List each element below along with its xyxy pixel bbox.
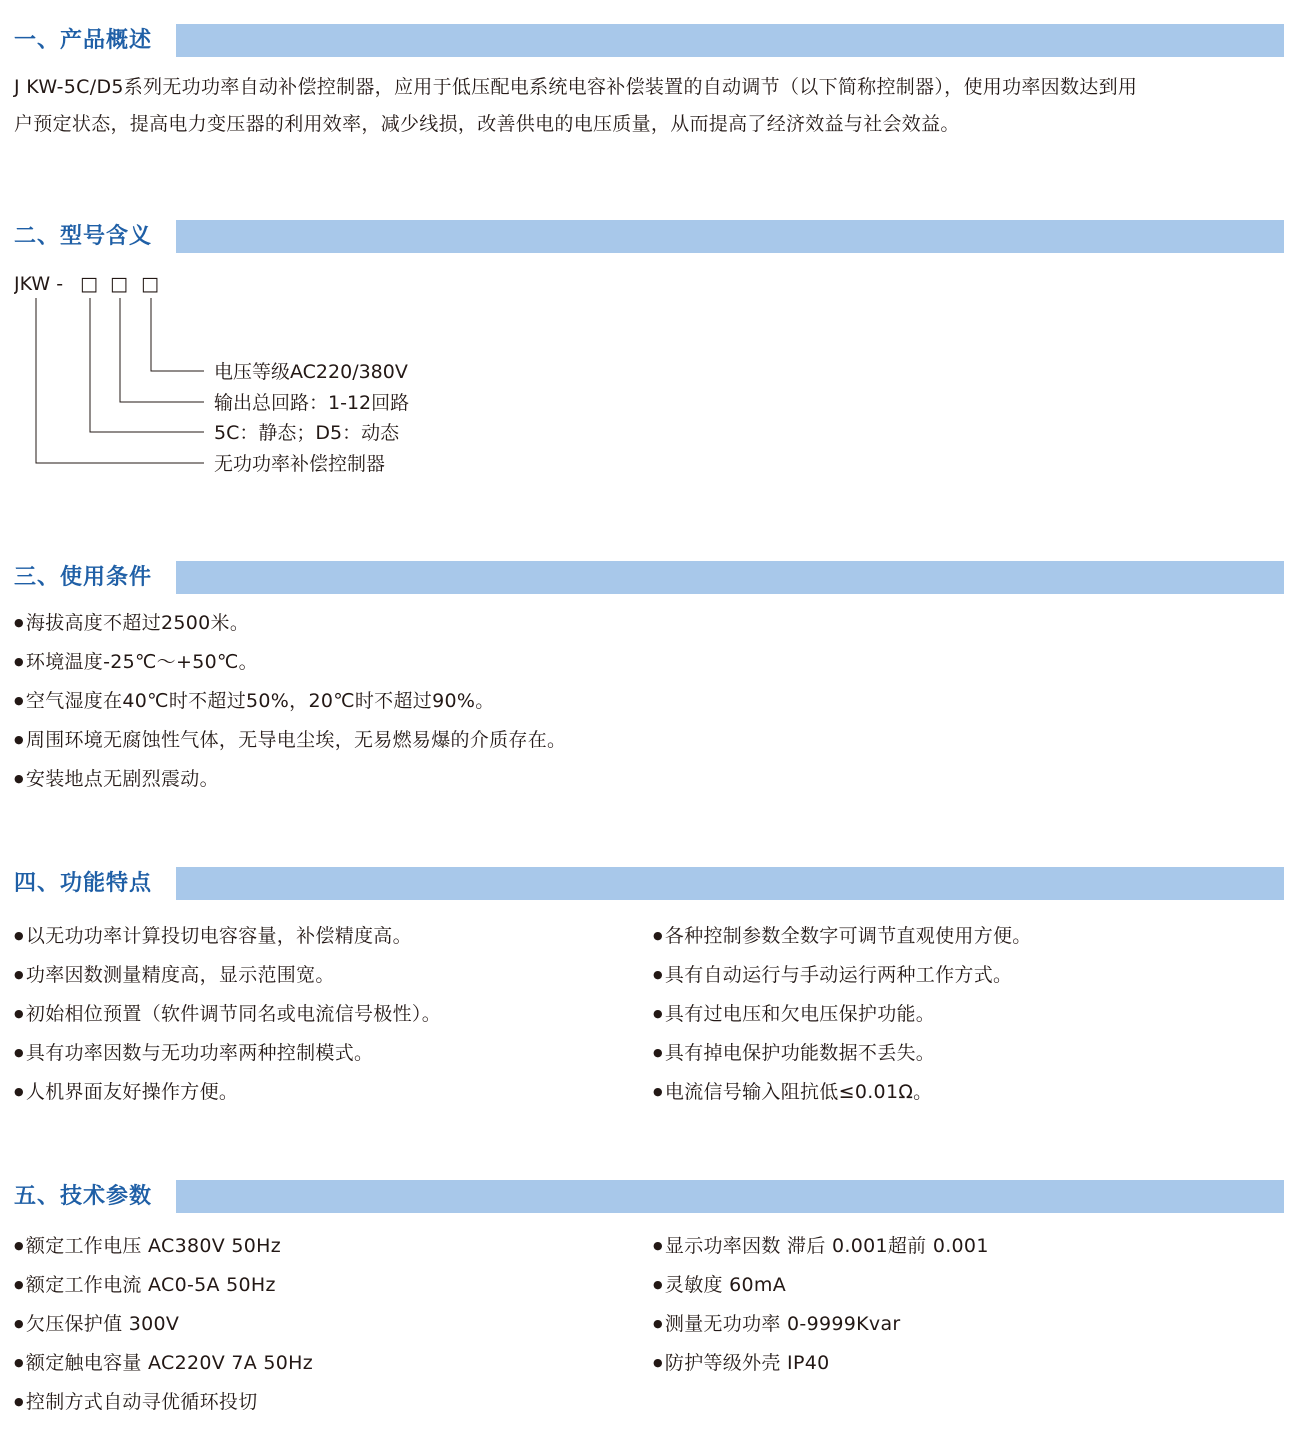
section-header-conditions <box>14 561 1284 594</box>
list-item: ● 环境温度-25℃～+50℃。 <box>14 644 566 683</box>
features-list-left <box>14 918 441 1113</box>
list-item: ● 控制方式自动寻优循环投切 <box>14 1384 313 1423</box>
specs-list-right <box>653 1228 989 1384</box>
section-bar <box>176 220 1284 253</box>
connector-line-1 <box>151 298 204 371</box>
list-item: ● 显示功率因数 滞后 0.001超前 0.001 <box>653 1228 989 1267</box>
model-label-circuits: 输出总回路：1-12回路 <box>214 392 410 414</box>
specs-list-left <box>14 1228 313 1423</box>
model-label-device: 无功功率补偿控制器 <box>214 453 386 475</box>
list-item: ● 以无功功率计算投切电容容量，补偿精度高。 <box>14 918 441 957</box>
overview-line: 户预定状态，提高电力变压器的利用效率，减少线损，改善供电的电压质量，从而提高了经济效益与社会效益。 <box>14 113 960 135</box>
list-item: ● 周围环境无腐蚀性气体，无导电尘埃，无易燃易爆的介质存在。 <box>14 722 566 761</box>
list-item: ● 安装地点无剧烈震动。 <box>14 761 566 800</box>
list-item: ● 具有自动运行与手动运行两种工作方式。 <box>653 957 1032 996</box>
list-item: ● 人机界面友好操作方便。 <box>14 1074 441 1113</box>
section-title: 三、使用条件 <box>14 565 153 590</box>
list-item: ● 额定工作电流 AC0-5A 50Hz <box>14 1267 313 1306</box>
section-header-specs <box>14 1180 1284 1213</box>
section-bar <box>176 561 1284 594</box>
model-code: JKW - <box>14 273 64 295</box>
features-list-right <box>653 918 1032 1113</box>
list-item: ● 电流信号输入阻抗低≤0.01Ω。 <box>653 1074 1032 1113</box>
model-box-2: □ <box>110 273 128 295</box>
list-item: ● 各种控制参数全数字可调节直观使用方便。 <box>653 918 1032 957</box>
list-item: ● 防护等级外壳 IP40 <box>653 1345 989 1384</box>
list-item: ● 额定触电容量 AC220V 7A 50Hz <box>14 1345 313 1384</box>
list-item: ● 额定工作电压 AC380V 50Hz <box>14 1228 313 1267</box>
connector-line-2 <box>120 298 204 402</box>
section-title: 五、技术参数 <box>14 1184 153 1209</box>
list-item: ● 具有掉电保护功能数据不丢失。 <box>653 1035 1032 1074</box>
connector-line-3 <box>90 298 204 432</box>
model-label-type: 5C：静态；D5：动态 <box>214 422 400 444</box>
list-item: ● 欠压保护值 300V <box>14 1306 313 1345</box>
list-item: ● 海拔高度不超过2500米。 <box>14 605 566 644</box>
list-item: ● 初始相位预置（软件调节同名或电流信号极性）。 <box>14 996 441 1035</box>
section-title: 二、型号含义 <box>14 224 153 249</box>
list-item: ● 具有过电压和欠电压保护功能。 <box>653 996 1032 1035</box>
conditions-list <box>14 605 566 800</box>
section-header-features <box>14 867 1284 900</box>
section-title: 一、产品概述 <box>14 28 153 53</box>
section-header-model <box>14 220 1284 253</box>
section-bar <box>176 1180 1284 1213</box>
model-code-diagram <box>14 268 494 483</box>
overview-line: J KW-5C/D5系列无功功率自动补偿控制器，应用于低压配电系统电容补偿装置的自动调节（以下简称控制器），使用功率因数达到用 <box>14 76 1138 98</box>
list-item: ● 灵敏度 60mA <box>653 1267 989 1306</box>
list-item: ● 功率因数测量精度高，显示范围宽。 <box>14 957 441 996</box>
section-header-overview <box>14 24 1284 57</box>
list-item: ● 空气湿度在40℃时不超过50%，20℃时不超过90%。 <box>14 683 566 722</box>
list-item: ● 具有功率因数与无功功率两种控制模式。 <box>14 1035 441 1074</box>
model-label-voltage: 电压等级AC220/380V <box>214 361 408 383</box>
overview-text <box>14 69 1274 143</box>
list-item: ● 测量无功功率 0-9999Kvar <box>653 1306 989 1345</box>
section-title: 四、功能特点 <box>14 871 153 896</box>
section-bar <box>176 867 1284 900</box>
model-box-1: □ <box>80 273 98 295</box>
section-bar <box>176 24 1284 57</box>
model-box-3: □ <box>141 273 159 295</box>
